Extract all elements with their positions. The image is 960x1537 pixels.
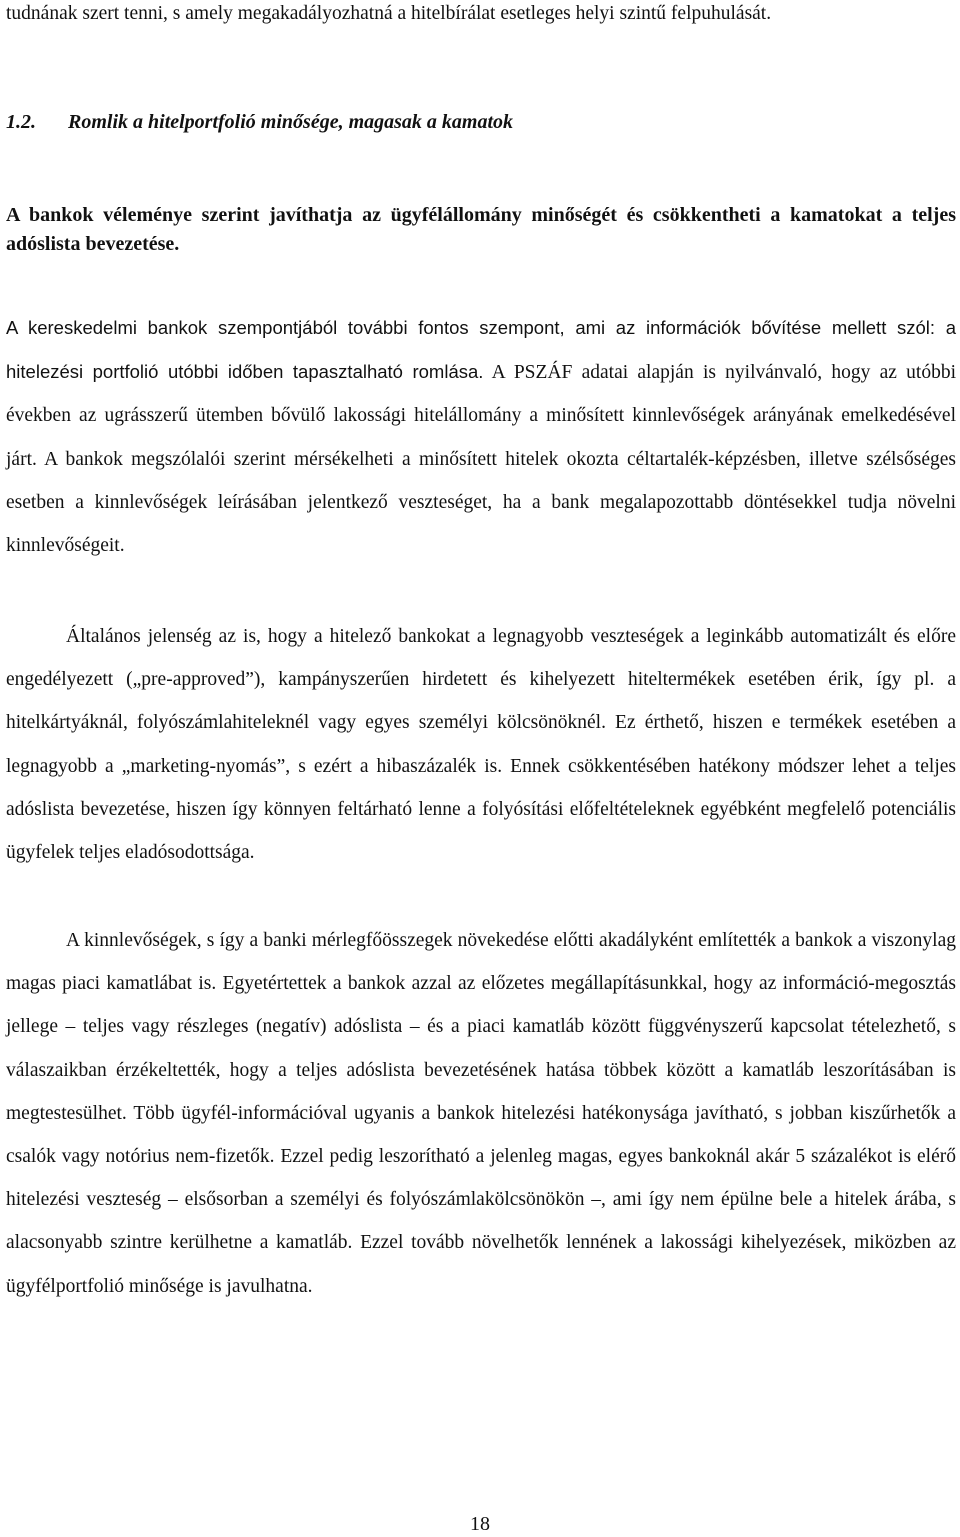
- intro-continuation-paragraph: tudnának szert tenni, s amely megakadályozhatná a hitelbírálat esetleges helyi szintű felpuhulását.: [6, 3, 772, 24]
- page-number: 18: [470, 1513, 490, 1535]
- paragraph-automated-products: Általános jelenség az is, hogy a hitelező bankokat a legnagyobb veszteségek a leginkább automatizált és előre engedélyezett („pre-approved”), kampányszerűen hirdetett és kihelyezett hiteltermékek esetében érik, így pl. a hitelkártyáknál, folyószámlahiteleknél vagy egyes személyi kölcsönöknél. Ez érthető, hiszen e termékek esetében a legnagyobb a „marketing-nyomás”, s ezért a hibaszázalék is. Ennek csökkentésében hatékony módszer lehet a teljes adóslista bevezetése, hiszen így könnyen feltárható lenne a folyósítási előfeltételeknek egyébként megfelelő potenciális ügyfelek teljes eladósodottsága.: [6, 626, 956, 864]
- paragraph-credit-portfolio: [6, 306, 956, 567]
- section-number: 1.2.: [6, 111, 36, 133]
- paragraph-interest-rates: A kinnlevőségek, s így a banki mérlegfőösszegek növekedése előtti akadályként említették a bankok a viszonylag magas piaci kamatlábat is. Egyetértettek a bankok azzal az előzetes megállapításunkkal, hogy az információ-megosztás jellege – teljes vagy részleges (negatív) adóslista – és a piaci kamatláb között függvényszerű kapcsolat tételezhető, s válaszaikban érzékeltették, hogy a teljes adóslista bevezetésének hatása többek között a kamatláb leszorításában is megtestesülhet. Több ügyfél-információval ugyanis a bankok hitelezési hatékonysága javítható, s jobban kiszűrhetők a csalók vagy notórius nem-fizetők. Ezzel pedig leszorítható a jelenleg magas, egyes bankoknál akár 5 százalékot is elérő hitelezési veszteség – elsősorban a személyi és folyószámlakölcsönökön –, ami így nem épülne bele a hitelek árába, s alacsonyabb szintre kerülhetne a kamatláb. Ezzel tovább növelhetők lennének a lakossági kihelyezések, miközben az ügyfélportfolió minősége is javulhatna.: [6, 930, 956, 1297]
- section-heading: [6, 106, 513, 138]
- section-summary: A bankok véleménye szerint javíthatja az ügyfélállomány minőségét és csökkentheti a kamatokat a teljes adóslista bevezetése.: [6, 204, 956, 255]
- paragraph-credit-portfolio-rest: A PSZÁF adatai alapján is nyilvánvaló, hogy az utóbbi években az ugrásszerű ütemben bővülő lakossági hitelállomány a minősített kinnlevőségek arányának emelkedésével járt. A bankok megszólalói szerint mérsékelheti a minősített hitelek okozta céltartalék-képzésben, illetve szélsőséges esetben a kinnlevőségek leírásában jelentkező veszteséget, ha a bank megalapozottabb döntésekkel tudja növelni kinnlevőségeit.: [6, 362, 956, 557]
- section-title: Romlik a hitelportfolió minősége, magasak a kamatok: [68, 111, 514, 133]
- paragraph-credit-portfolio-lead: A kereskedelmi bankok szempontjából további fontos szempont, ami az információk bővítése mellett szól: a hitelezési portfolió utóbbi időben tapasztalható romlása.: [6, 317, 956, 383]
